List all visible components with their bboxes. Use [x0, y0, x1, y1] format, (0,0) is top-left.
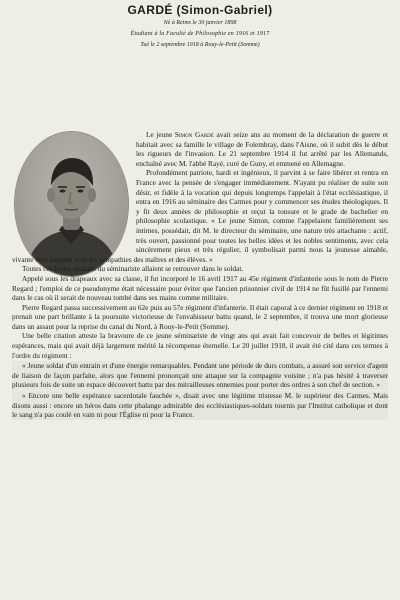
subject-name: Simon Gardé	[174, 130, 214, 139]
student-line: Étudiant à la Faculté de Philosophie en 1916 et 1917	[130, 31, 270, 37]
given-names: (Simon-Gabriel)	[176, 3, 273, 17]
surname: GARDÉ	[127, 3, 173, 17]
paragraph: Toutes ces belles qualités du séminariste allaient se retrouver dans le soldat.	[22, 264, 244, 274]
page-header	[0, 2, 400, 51]
biography-text	[12, 130, 388, 420]
citation-quote: « Jeune soldat d'un entrain et d'une énergie remarquables. Pendant une période de durs combats, a assuré son service d'agent de liaison de façon parfaite, alors que l'ennemi prononçait une attaque sur la compagnie voisine ; n'a pas hésité à traverser plusieurs fois de suite un espace découvert battu par des mitrailleuses ennemies pour porter des ordres à son chef de section. »	[12, 361, 388, 390]
person-name	[0, 2, 400, 18]
portrait-spacer	[12, 130, 136, 248]
paragraph: Profondément patriote, hardi et ingénieux, il parvint à se faire libérer et rentra en France avec la pensée de s'engager immédiatement. N'ayant pu réaliser de suite son désir, et fidèle à la vocation qui depuis longtemps l'appelait à l'état ecclésiastique, il entra en 1916 au séminaire des Carmes pour y commencer ses études théologiques. Il y fit deux années de philosophie et reçut la tonsure et le grade de bachelier en philosophie scolastique. « Le jeune Simon, comme l'appelaient familièrement ses intimes, possédait, dit M. le directeur du séminaire, une nature très attachante : actif, très ouvert, passionné pour toutes les belles idées et les nobles sentiments, avec cela sincèrement pieux et très régulier, il symbolisait parmi nous la jeunesse aimable, vivante vers laquelle vont les sympathies des maîtres et des élèves. »	[12, 168, 388, 264]
paragraph: Pierre Regard passa successivement au 62e puis au 57e régiment d'infanterie. Il était caporal à ce dernier régiment en 1918 et prenait une part brillante à la poursuite victorieuse de l'envahisseur battu quand, le 2 septembre, il trouva une mort glorieuse dans un assaut pour la reprise du canal du Nord, à Rouy-le-Petit (Somme).	[12, 302, 388, 331]
closing-quote: « Encore une belle espérance sacerdotale fauchée », disait avec une légitime tristesse M. le supérieur des Carmes. Mais disons aussi : encore un héros dans cette phalange admirable des ecclésiastiques-soldats tournis par l'Institut catholique et dont le sang n'a pas coulé en vain ni pour l'Église ni pour la France.	[12, 391, 388, 420]
paragraph: Appelé sous les drapeaux avec sa classe, il fut incorporé le 16 avril 1917 au 45e régiment d'infanterie sous le nom de Pierre Regard ; l'emploi de ce pseudonyme était nécessaire pour éviter que l'ancien prisonnier civil de 1914 ne fût fusillé par l'ennemi dans le cas où il serait de nouveau tombé dans ses mains comme militaire.	[12, 273, 388, 303]
paragraph-intro: Le jeune Simon Gardé avait seize ans au moment de la déclaration de guerre et habitait avec sa famille le village de Folembray, dans l'Aisne, où il subit dès le début les rigueurs de l'invasion. Le 21 septembre 1914 il fut arrêté par les Allemands, enchaîné avec M. l'abbé Rayé, curé de Guny, et emmené en Allemagne.	[136, 130, 389, 168]
death-line: Tué le 2 septembre 1918 à Rouy-le-Petit (Somme)	[140, 42, 260, 48]
birth-line: Né à Reims le 30 janvier 1898	[163, 20, 237, 26]
paragraph: Une belle citation atteste la bravoure de ce jeune séminariste de vingt ans qui avait fait concevoir de belles et légitimes espérances, mais qui avait déjà largement mérité la récompense éternelle. Le 20 juillet 1918, il avait été cité dans ces termes à l'ordre du régiment :	[12, 331, 388, 360]
